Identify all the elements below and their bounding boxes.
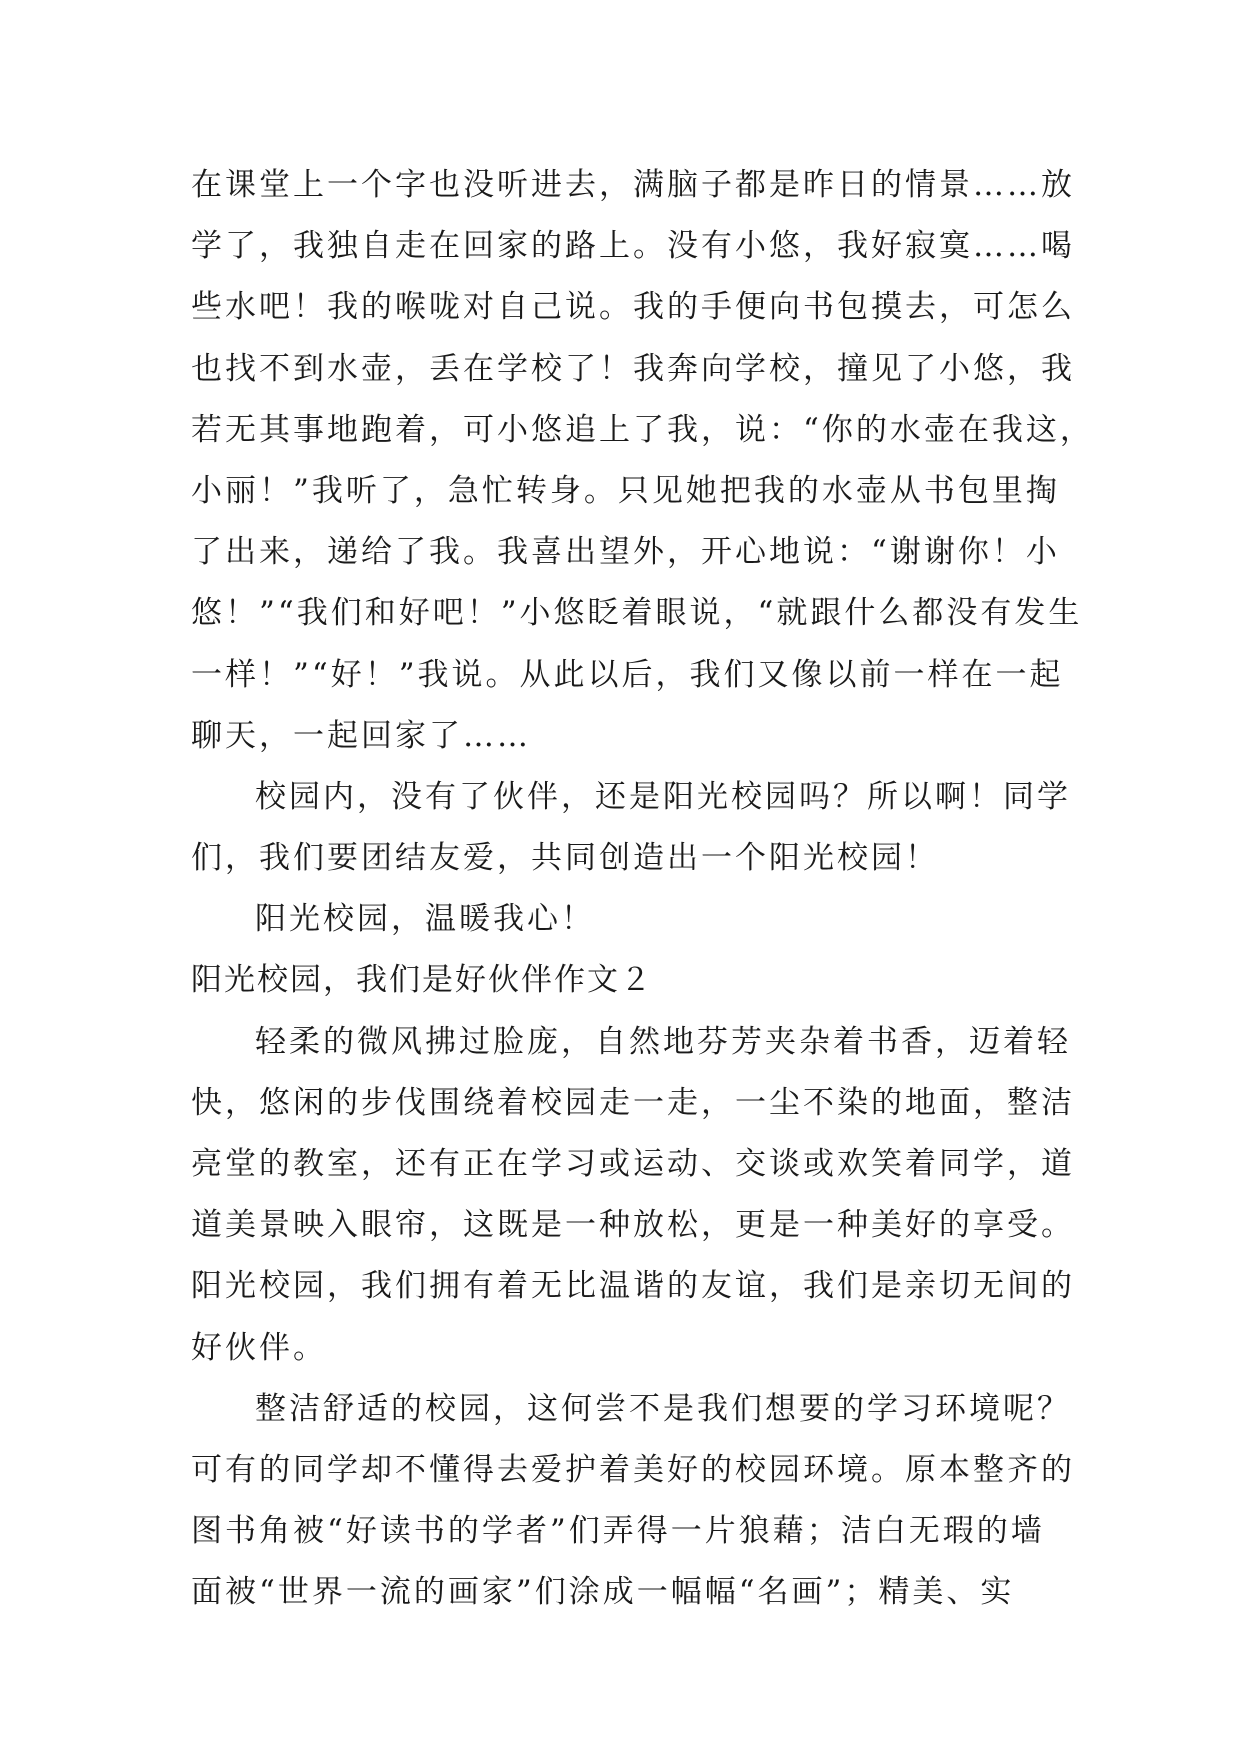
text-line: 校园内，没有了伙伴，还是阳光校园吗？所以啊！同学 <box>255 778 1071 815</box>
text-line: 阳光校园，温暖我心！ <box>255 901 595 938</box>
text-line: 阳光校园，我们拥有着无比温谐的友谊，我们是亲切无间的 <box>191 1268 1075 1305</box>
document-body <box>191 155 1094 1624</box>
text-line: 可有的同学却不懂得去爱护着美好的校园环境。原本整齐的 <box>191 1451 1075 1488</box>
text-line: 面被“世界一流的画家”们涂成一幅幅“名画”；精美、实 <box>191 1574 1015 1611</box>
text-line: 在课堂上一个字也没听进去，满脑子都是昨日的情景……放 <box>191 167 1075 203</box>
text-line: 也找不到水壶，丢在学校了！我奔向学校，撞见了小悠，我 <box>191 350 1075 387</box>
text-line: 轻柔的微风拂过脸庞，自然地芬芳夹杂着书香，迈着轻 <box>255 1023 1071 1060</box>
text-line: 悠！”“我们和好吧！”小悠眨着眼说，“就跟什么都没有发生 <box>191 595 1083 632</box>
text-line: 好伙伴。 <box>191 1329 327 1366</box>
text-line: 亮堂的教室，还有正在学习或运动、交谈或欢笑着同学，道 <box>191 1146 1075 1182</box>
text-line: 们，我们要团结友爱，共同创造出一个阳光校园！ <box>191 840 939 877</box>
essay-heading: 阳光校园，我们是好伙伴作文２ <box>191 962 653 999</box>
text-line: 道美景映入眼帘，这既是一种放松，更是一种美好的享受。 <box>191 1207 1075 1244</box>
text-line: 整洁舒适的校园，这何尝不是我们想要的学习环境呢？ <box>255 1390 1071 1427</box>
text-line: 学了，我独自走在回家的路上。没有小悠，我好寂寞……喝 <box>191 228 1075 265</box>
text-line: 小丽！”我听了，急忙转身。只见她把我的水壶从书包里掏 <box>191 472 1060 509</box>
text-line: 了出来，递给了我。我喜出望外，开心地说：“谢谢你！小 <box>191 534 1060 571</box>
text-line: 图书角被“好读书的学者”们弄得一片狼藉；洁白无瑕的墙 <box>191 1513 1045 1550</box>
text-line: 快，悠闲的步伐围绕着校园走一走，一尘不染的地面，整洁 <box>191 1084 1075 1121</box>
text-line: 一样！”“好！”我说。从此以后，我们又像以前一样在一起 <box>191 656 1064 693</box>
text-line: 若无其事地跑着，可小悠追上了我，说：“你的水壶在我这， <box>191 411 1094 448</box>
text-line: 些水吧！我的喉咙对自己说。我的手便向书包摸去，可怎么 <box>191 289 1075 326</box>
text-line: 聊天，一起回家了…… <box>191 717 531 754</box>
